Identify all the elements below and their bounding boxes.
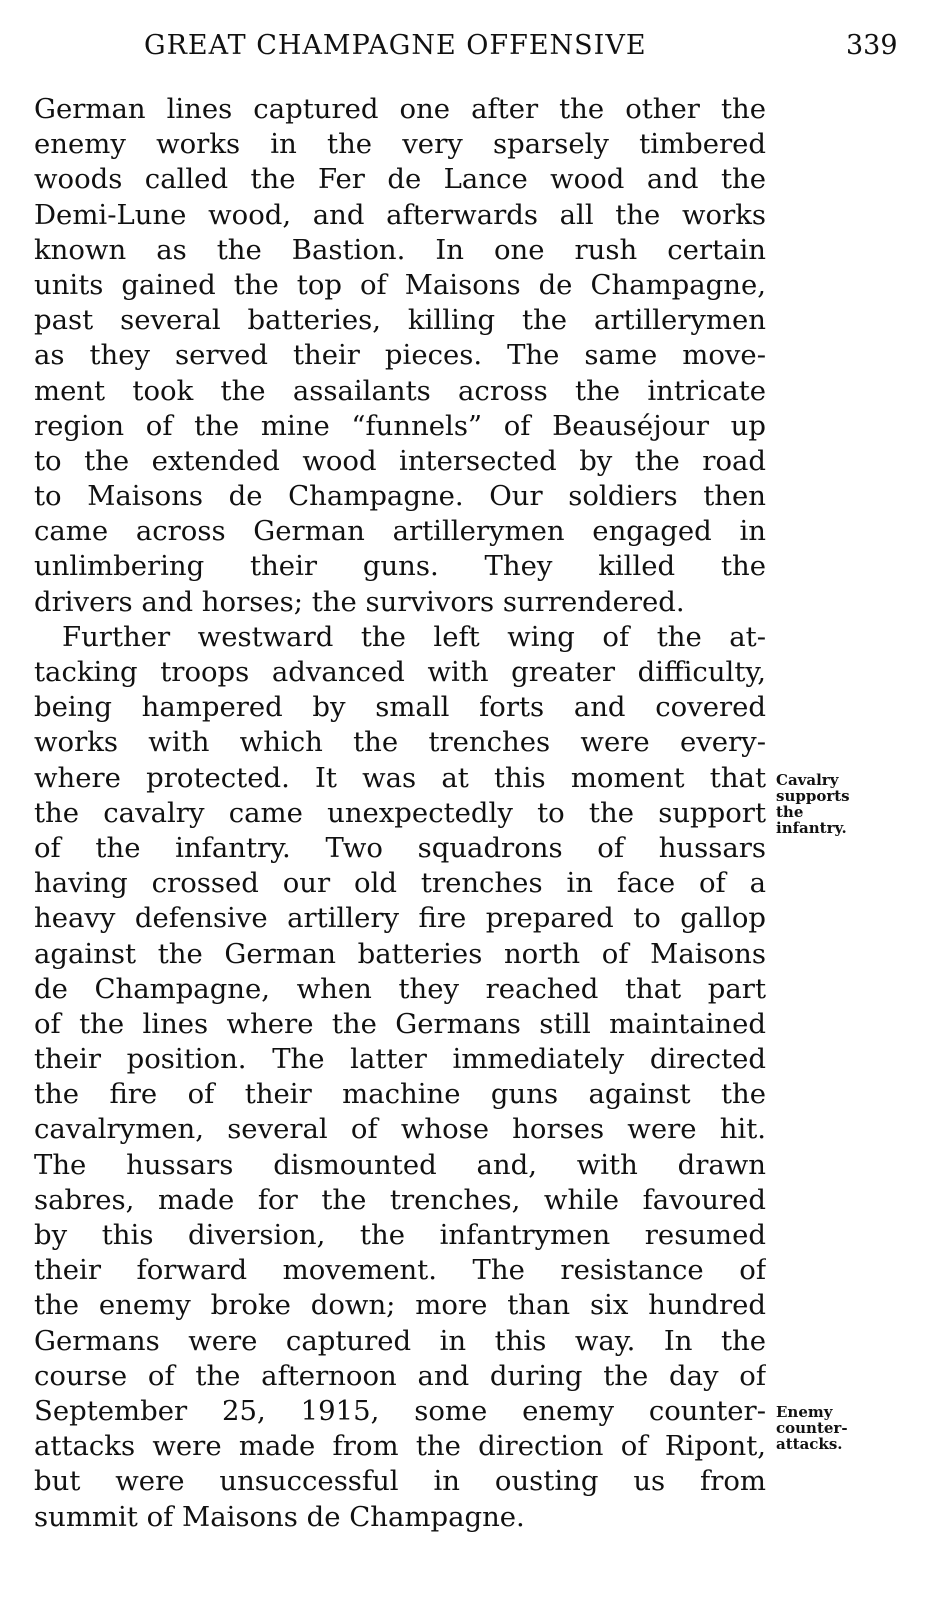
text-line: units gained the top of Maisons de Champagne, [34,268,766,301]
text-line: sabres, made for the trenches, while favoured [34,1183,766,1216]
marginal-note-line: the [776,803,804,821]
text-line: attacks were made from the direction of Ripont, [34,1430,766,1463]
marginal-note-line: attacks. [776,1435,843,1453]
marginal-note-line: infantry. [776,819,847,837]
text-line: of the infantry. Two squadrons of hussars [34,831,766,864]
text-line: works with which the trenches were every- [34,726,766,759]
text-line: summit of Maisons de Champagne. [34,1500,525,1533]
text-line: past several batteries, killing the artillerymen [34,304,766,337]
text-line: as they served their pieces. The same move- [34,339,766,372]
text-line: woods called the Fer de Lance wood and the [34,163,766,196]
text-line: unlimbering their guns. They killed the [34,550,766,583]
text-line: drivers and horses; the survivors surrendered. [34,585,685,618]
text-line: tacking troops advanced with greater difficulty, [34,656,766,688]
text-line: the fire of their machine guns against the [34,1078,766,1111]
page-header [0,30,950,66]
text-line: their forward movement. The resistance of [34,1254,766,1287]
marginal-note-counter-attacks [776,1404,848,1452]
text-line: enemy works in the very sparsely timbered [34,128,766,161]
text-line: by this diversion, the infantrymen resumed [34,1219,766,1251]
marginal-note-line: Cavalry [776,771,839,789]
text-line: course of the afternoon and during the day of [34,1359,766,1392]
text-line: the cavalry came unexpectedly to the support [34,796,766,829]
text-line: The hussars dismounted and, with drawn [34,1148,766,1181]
text-line: of the lines where the Germans still maintained [34,1007,766,1040]
text-line: known as the Bastion. In one rush certain [34,233,766,266]
page-number: 339 [846,30,898,61]
text-line: to Maisons de Champagne. Our soldiers then [34,480,766,513]
text-line: German lines captured one after the other the [34,93,766,125]
text-line: ment took the assailants across the intricate [34,374,766,407]
text-line: heavy defensive artillery fire prepared to gallop [34,902,766,935]
marginal-note-line: Enemy [776,1403,833,1421]
text-line: the enemy broke down; more than six hundred [34,1289,766,1322]
marginal-note-line: counter- [776,1419,848,1437]
text-line: but were unsuccessful in ousting us from [34,1465,766,1498]
marginal-note-line: supports [776,787,850,805]
text-line: being hampered by small forts and covered [34,691,766,724]
text-line: having crossed our old trenches in face of a [34,867,766,900]
text-line: region of the mine “funnels” of Beauséjour up [34,409,766,442]
text-line: Germans were captured in this way. In the [34,1324,766,1357]
body-text [34,92,766,1535]
marginal-note-cavalry [776,772,850,836]
text-line: their position. The latter immediately directed [34,1043,766,1076]
text-line: Further westward the left wing of the at- [62,620,766,653]
text-line: came across German artillerymen engaged in [34,515,766,548]
running-title: GREAT CHAMPAGNE OFFENSIVE [144,30,647,61]
text-line: Demi-Lune wood, and afterwards all the works [34,198,766,231]
text-line: cavalrymen, several of whose horses were hit. [34,1113,766,1146]
text-line: de Champagne, when they reached that part [34,972,766,1005]
text-line: to the extended wood intersected by the road [34,444,766,477]
text-line: September 25, 1915, some enemy counter- [34,1394,766,1427]
text-line: where protected. It was at this moment that [34,761,766,794]
text-line: against the German batteries north of Maisons [34,937,766,970]
